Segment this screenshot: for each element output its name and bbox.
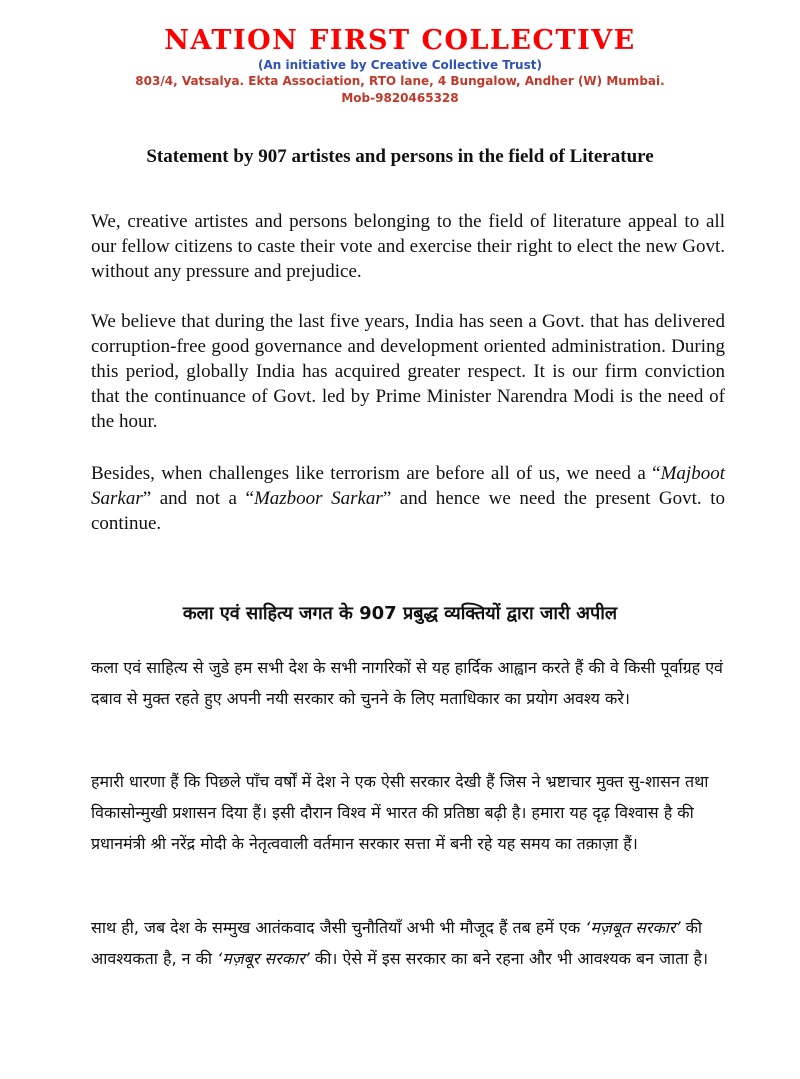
english-paragraph-1: We, creative artistes and persons belonging to the field of literature appeal to all our fellow citizens to caste their vote and exercise their right to elect the new Govt. without any pressure and prejudice. <box>91 211 725 282</box>
org-name: NATION FIRST COLLECTIVE <box>164 25 636 56</box>
initiative-line: (An initiative by Creative Collective Trust) <box>258 58 542 72</box>
letterhead <box>0 0 800 107</box>
english-paragraph-3-part-a: Besides, when challenges like terrorism are before all of us, we need a “ <box>91 463 661 484</box>
hindi-paragraph-3-part-c: की। ऐसे में इस सरकार का बने रहना और भी आवश्यक बन जाता है। <box>309 949 709 968</box>
english-paragraph-2: We believe that during the last five years, India has seen a Govt. that has delivered corruption-free good governance and development oriented administration. During this period, globally India has acquired greater respect. It is our firm conviction that the continuance of Govt. led by Prime Minister Narendra Modi is the need of the hour. <box>91 311 725 432</box>
hindi-mazboor-sarkar-phrase: ‘मज़बूर सरकार’ <box>217 949 310 968</box>
mazboor-sarkar-phrase: Mazboor Sarkar <box>253 488 383 509</box>
hindi-paragraph-3-part-b: की आवश्यकता है, न की <box>91 918 703 968</box>
english-paragraph-3-part-c: ” and hence we need the present Govt. to continue. <box>91 488 725 534</box>
hindi-paragraph-3 <box>91 912 731 974</box>
hindi-paragraph-3-part-a: साथ ही, जब देश के सम्मुख आतंकवाद जैसी चुनौतियाँ अभी भी मौजूद हैं तब हमें एक <box>91 918 586 937</box>
address-line: 803/4, Vatsalya. Ekta Association, RTO lane, 4 Bungalow, Andher (W) Mumbai. <box>135 74 665 88</box>
hindi-appeal-title: कला एवं साहित्य जगत के 907 प्रबुद्ध व्यक्तियों द्वारा जारी अपील <box>182 603 618 624</box>
english-paragraph-3 <box>91 461 725 536</box>
majboot-sarkar-phrase: Majboot Sarkar <box>91 463 725 509</box>
hindi-paragraph-1: कला एवं साहित्य से जुडे हम सभी देश के सभी नागरिकों से यह हार्दिक आह्वान करते हैं की वे किसी पूर्वाग्रह एवं दबाव से मुक्त रहते हुए अपनी नयी सरकार को चुनने के लिए मताधिकार का प्रयोग अवश्य करे। <box>91 658 723 708</box>
hindi-paragraph-2: हमारी धारणा हैं कि पिछले पाँच वर्षों में देश ने एक ऐसी सरकार देखी हैं जिस ने भ्रष्टाचार मुक्त सु-शासन तथा विकासोन्मुखी प्रशासन दिया हैं। इसी दौरान विश्व में भारत की प्रतिष्ठा बढ़ी है। हमारा यह दृढ़ विश्वास है की प्रधानमंत्री श्री नरेंद्र मोदी के नेतृत्ववाली वर्तमान सरकार सत्ता में बनी रहे यह समय का तक़ाज़ा हैं। <box>91 772 709 853</box>
mobile-number: Mob-9820465328 <box>341 91 459 105</box>
hindi-majboot-sarkar-phrase: ‘मज़बूत सरकार’ <box>585 918 681 937</box>
english-paragraph-3-part-b: ” and not a “ <box>142 488 254 509</box>
english-statement-title: Statement by 907 artistes and persons in the field of Literature <box>146 146 654 167</box>
